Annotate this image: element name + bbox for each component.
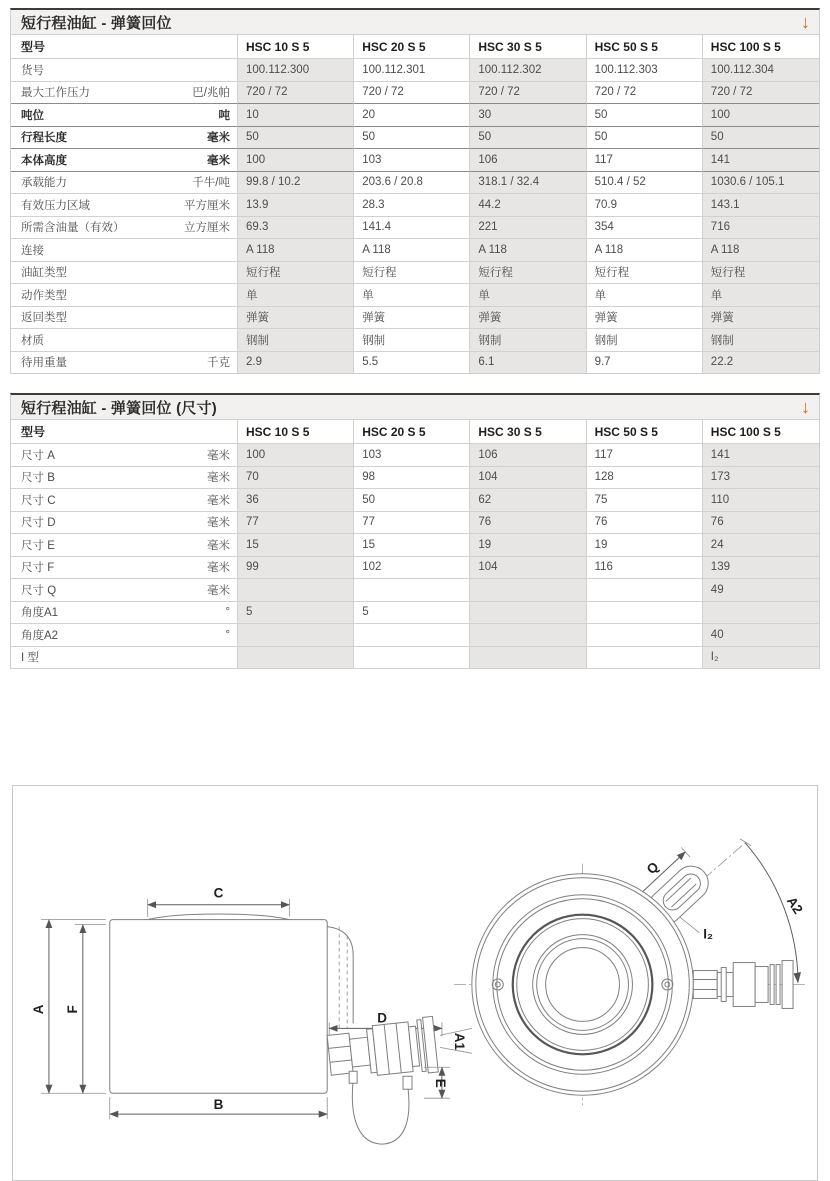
table-cell: 76 — [470, 511, 586, 534]
table-cell: 2.9 — [238, 351, 354, 374]
row-label-text: 有效压力区域 — [21, 199, 90, 212]
row-unit: 毫米 — [207, 562, 230, 575]
row-label-text: 尺寸 B — [21, 472, 55, 485]
column-header-model: HSC 10 S 5 — [238, 420, 354, 443]
row-label-text: 承载能力 — [21, 177, 67, 190]
row-label-text: 尺寸 E — [21, 539, 55, 552]
table-cell: 40 — [703, 623, 819, 646]
table-cell: A 118 — [470, 238, 586, 261]
table-cell: 钢制 — [354, 328, 470, 351]
table-cell: 110 — [703, 488, 819, 511]
download-arrow-icon[interactable]: ↓ — [801, 12, 810, 32]
table-cell: 77 — [238, 511, 354, 534]
table-cell: 99.8 / 10.2 — [238, 171, 354, 194]
table-cell: 19 — [470, 533, 586, 556]
table-cell: 50 — [587, 126, 703, 149]
table-cell: 100.112.304 — [703, 58, 819, 81]
table-cell: 50 — [238, 126, 354, 149]
column-header-model: HSC 100 S 5 — [703, 420, 819, 443]
row-unit: 千牛/吨 — [192, 177, 230, 190]
table-cell — [354, 578, 470, 601]
row-label — [11, 443, 238, 466]
row-label-text: 尺寸 D — [21, 517, 56, 530]
table-cell: 221 — [470, 216, 586, 239]
table-cell — [587, 578, 703, 601]
table-cell: 弹簧 — [587, 306, 703, 329]
table-cell — [470, 601, 586, 624]
row-label-text: 角度A1 — [21, 607, 59, 620]
table-cell: A 118 — [354, 238, 470, 261]
side-view — [31, 886, 472, 1144]
table-cell: 28.3 — [354, 193, 470, 216]
table-grid-dimensions — [11, 420, 819, 668]
lanyard-crimp — [349, 1071, 357, 1083]
row-label — [11, 283, 238, 306]
table-cell: 104 — [470, 466, 586, 489]
table-cell: 69.3 — [238, 216, 354, 239]
table-cell: 102 — [354, 556, 470, 579]
row-label — [11, 466, 238, 489]
dim-label-I2: I₂ — [703, 926, 713, 942]
dim-label-E: E — [432, 1078, 448, 1088]
row-label-text: 尺寸 A — [21, 449, 55, 462]
row-label-text: 材质 — [21, 334, 44, 347]
row-label — [11, 511, 238, 534]
table-cell: 短行程 — [587, 261, 703, 284]
column-header-model: HSC 10 S 5 — [238, 35, 354, 58]
table-cell: 143.1 — [703, 193, 819, 216]
table-cell: 75 — [587, 488, 703, 511]
column-header-label: 型号 — [11, 35, 238, 58]
row-label — [11, 328, 238, 351]
table-cell: 50 — [354, 126, 470, 149]
table-cell: 128 — [587, 466, 703, 489]
table-cell: 19 — [587, 533, 703, 556]
table-cell: 141 — [703, 443, 819, 466]
saddle-contour — [148, 914, 290, 920]
table-cell: 5.5 — [354, 351, 470, 374]
table-cell: 103 — [354, 443, 470, 466]
dim-label-C: C — [213, 885, 224, 901]
table-cell: 短行程 — [354, 261, 470, 284]
table-cell: 98 — [354, 466, 470, 489]
dust-cap — [403, 1076, 412, 1089]
row-unit: 立方厘米 — [184, 222, 230, 235]
table-cell: 100 — [238, 443, 354, 466]
table-cell: 720 / 72 — [238, 81, 354, 104]
table-cell: 单 — [354, 283, 470, 306]
column-header-model: HSC 100 S 5 — [703, 35, 819, 58]
table-cell: 100 — [703, 103, 819, 126]
row-label — [11, 148, 238, 171]
table-cell: 716 — [703, 216, 819, 239]
row-label — [11, 578, 238, 601]
table-cell: 720 / 72 — [354, 81, 470, 104]
table-cell — [354, 623, 470, 646]
row-label-text: 连接 — [21, 244, 44, 257]
table-cell: A 118 — [587, 238, 703, 261]
arc-arrowhead — [794, 972, 801, 983]
table-cell: 49 — [703, 578, 819, 601]
table-title-dimensions: 短行程油缸 - 弹簧回位 (尺寸) — [21, 399, 217, 417]
table-cell — [587, 623, 703, 646]
table-cell: 100.112.300 — [238, 58, 354, 81]
row-label — [11, 533, 238, 556]
row-label-text: 动作类型 — [21, 289, 67, 302]
table-cell: 141 — [703, 148, 819, 171]
table-cell: I₂ — [703, 646, 819, 669]
cylinder-body — [110, 920, 327, 1094]
row-unit: ° — [225, 606, 230, 619]
table-cell: 77 — [354, 511, 470, 534]
table-cell: 139 — [703, 556, 819, 579]
row-label-text: 最大工作压力 — [21, 87, 90, 100]
table-cell — [703, 601, 819, 624]
row-label — [11, 171, 238, 194]
table-cell: 弹簧 — [703, 306, 819, 329]
table-cell: 短行程 — [703, 261, 819, 284]
table-cell: 6.1 — [470, 351, 586, 374]
table-cell: 50 — [470, 126, 586, 149]
row-label-text: 尺寸 F — [21, 562, 55, 575]
table-cell — [470, 646, 586, 669]
table-cell: 1030.6 / 105.1 — [703, 171, 819, 194]
side-coupler — [326, 1016, 438, 1083]
dim-label-B: B — [213, 1097, 224, 1113]
table-cell: 100.112.302 — [470, 58, 586, 81]
table-cell: 106 — [470, 148, 586, 171]
row-unit: 毫米 — [207, 517, 230, 530]
row-label-text: I 型 — [21, 652, 39, 665]
table-cell: 100.112.303 — [587, 58, 703, 81]
table-cell: 36 — [238, 488, 354, 511]
spec-table-performance — [10, 8, 820, 374]
row-unit: 毫米 — [207, 449, 230, 462]
table-cell: 510.4 / 52 — [587, 171, 703, 194]
table-cell: 117 — [587, 148, 703, 171]
table-cell: 354 — [587, 216, 703, 239]
table-cell: 20 — [354, 103, 470, 126]
table-cell: 720 / 72 — [703, 81, 819, 104]
row-label-text: 待用重量 — [21, 357, 67, 370]
table-cell: 103 — [354, 148, 470, 171]
table-cell: 104 — [470, 556, 586, 579]
row-label — [11, 58, 238, 81]
row-label-text: 货号 — [21, 64, 44, 77]
row-label — [11, 261, 238, 284]
table-cell: 短行程 — [470, 261, 586, 284]
table-cell: 30 — [470, 103, 586, 126]
table-cell: 单 — [470, 283, 586, 306]
top-coupler — [693, 961, 793, 1009]
table-cell: 117 — [587, 443, 703, 466]
table-cell — [587, 601, 703, 624]
table-cell: 钢制 — [703, 328, 819, 351]
row-label — [11, 601, 238, 624]
table-cell — [238, 623, 354, 646]
table-cell: 5 — [238, 601, 354, 624]
table-cell: 9.7 — [587, 351, 703, 374]
row-label — [11, 216, 238, 239]
row-unit: 毫米 — [207, 472, 230, 485]
table-cell: 62 — [470, 488, 586, 511]
row-label — [11, 81, 238, 104]
table-cell: 720 / 72 — [470, 81, 586, 104]
table-cell: 44.2 — [470, 193, 586, 216]
table-cell: 钢制 — [238, 328, 354, 351]
row-label-text: 本体高度 — [21, 154, 67, 167]
row-label — [11, 103, 238, 126]
row-label-text: 吨位 — [21, 109, 44, 122]
table-cell: 116 — [587, 556, 703, 579]
table-cell: 弹簧 — [470, 306, 586, 329]
top-view — [451, 839, 806, 1105]
table-cell: 720 / 72 — [587, 81, 703, 104]
row-label-text: 角度A2 — [21, 629, 59, 642]
row-label — [11, 646, 238, 669]
table-cell: 短行程 — [238, 261, 354, 284]
row-label — [11, 488, 238, 511]
lanyard-wire — [352, 1080, 409, 1144]
column-header-model: HSC 30 S 5 — [470, 35, 586, 58]
row-label — [11, 623, 238, 646]
table-cell: 70 — [238, 466, 354, 489]
table-cell: 50 — [587, 103, 703, 126]
table-cell — [238, 578, 354, 601]
table-cell: 钢制 — [470, 328, 586, 351]
table-cell — [470, 623, 586, 646]
table-cell: 15 — [354, 533, 470, 556]
table-cell — [470, 578, 586, 601]
table-cell: 弹簧 — [354, 306, 470, 329]
table-cell: 单 — [703, 283, 819, 306]
row-label — [11, 126, 238, 149]
column-header-label: 型号 — [11, 420, 238, 443]
table-cell: 5 — [354, 601, 470, 624]
row-unit: 毫米 — [207, 539, 230, 552]
row-unit: 吨 — [218, 109, 230, 122]
table-cell: 99 — [238, 556, 354, 579]
dim-label-F: F — [64, 1005, 80, 1014]
table-cell — [354, 646, 470, 669]
column-header-model: HSC 50 S 5 — [587, 420, 703, 443]
dim-label-D: D — [377, 1010, 387, 1026]
row-label — [11, 306, 238, 329]
row-label-text: 尺寸 C — [21, 494, 56, 507]
download-arrow-icon[interactable]: ↓ — [801, 397, 810, 417]
row-unit: 平方厘米 — [184, 199, 230, 212]
dim-label-A2: A2 — [783, 893, 806, 917]
table-cell: 单 — [238, 283, 354, 306]
table-cell: 70.9 — [587, 193, 703, 216]
dim-label-Q: Q — [643, 858, 662, 878]
row-label-text: 油缸类型 — [21, 267, 67, 280]
row-label — [11, 238, 238, 261]
column-header-model: HSC 20 S 5 — [354, 35, 470, 58]
table-cell: 弹簧 — [238, 306, 354, 329]
table-cell: 24 — [703, 533, 819, 556]
row-label-text: 所需含油量（有效） — [21, 222, 125, 235]
table-cell — [587, 646, 703, 669]
row-label — [11, 351, 238, 374]
table-titlebar-dimensions — [11, 395, 819, 420]
table-cell: 76 — [703, 511, 819, 534]
row-label-text: 尺寸 Q — [21, 584, 57, 597]
table-cell: 50 — [354, 488, 470, 511]
table-cell: 141.4 — [354, 216, 470, 239]
table-titlebar-performance — [11, 10, 819, 35]
technical-drawing-panel — [12, 785, 818, 1181]
row-label — [11, 193, 238, 216]
column-header-model: HSC 20 S 5 — [354, 420, 470, 443]
row-unit: ° — [225, 628, 230, 641]
table-cell: 106 — [470, 443, 586, 466]
dim-label-A1: A1 — [451, 1032, 467, 1050]
table-cell: 100 — [238, 148, 354, 171]
table-cell — [238, 646, 354, 669]
dim-label-A: A — [30, 1004, 46, 1015]
row-label — [11, 556, 238, 579]
row-label-text: 行程长度 — [21, 132, 67, 145]
row-label-text: 返回类型 — [21, 312, 67, 325]
column-header-model: HSC 50 S 5 — [587, 35, 703, 58]
table-cell: 100.112.301 — [354, 58, 470, 81]
table-cell: 单 — [587, 283, 703, 306]
row-unit: 千克 — [207, 357, 230, 370]
spec-table-dimensions — [10, 393, 820, 669]
row-unit: 毫米 — [207, 132, 230, 145]
table-cell: 173 — [703, 466, 819, 489]
table-cell: 22.2 — [703, 351, 819, 374]
table-cell: 13.9 — [238, 193, 354, 216]
row-unit: 毫米 — [207, 584, 230, 597]
table-grid-performance — [11, 35, 819, 373]
cylinder-drawing — [13, 786, 817, 1180]
table-cell: 76 — [587, 511, 703, 534]
table-cell: 15 — [238, 533, 354, 556]
table-cell: 203.6 / 20.8 — [354, 171, 470, 194]
port-contour — [327, 927, 353, 1024]
table-cell: A 118 — [238, 238, 354, 261]
row-unit: 毫米 — [207, 154, 230, 167]
table-cell: A 118 — [703, 238, 819, 261]
row-unit: 毫米 — [207, 494, 230, 507]
table-cell: 10 — [238, 103, 354, 126]
table-cell: 钢制 — [587, 328, 703, 351]
row-unit: 巴/兆帕 — [192, 87, 230, 100]
table-title-performance: 短行程油缸 - 弹簧回位 — [21, 14, 172, 32]
table-cell: 318.1 / 32.4 — [470, 171, 586, 194]
column-header-model: HSC 30 S 5 — [470, 420, 586, 443]
table-cell: 50 — [703, 126, 819, 149]
